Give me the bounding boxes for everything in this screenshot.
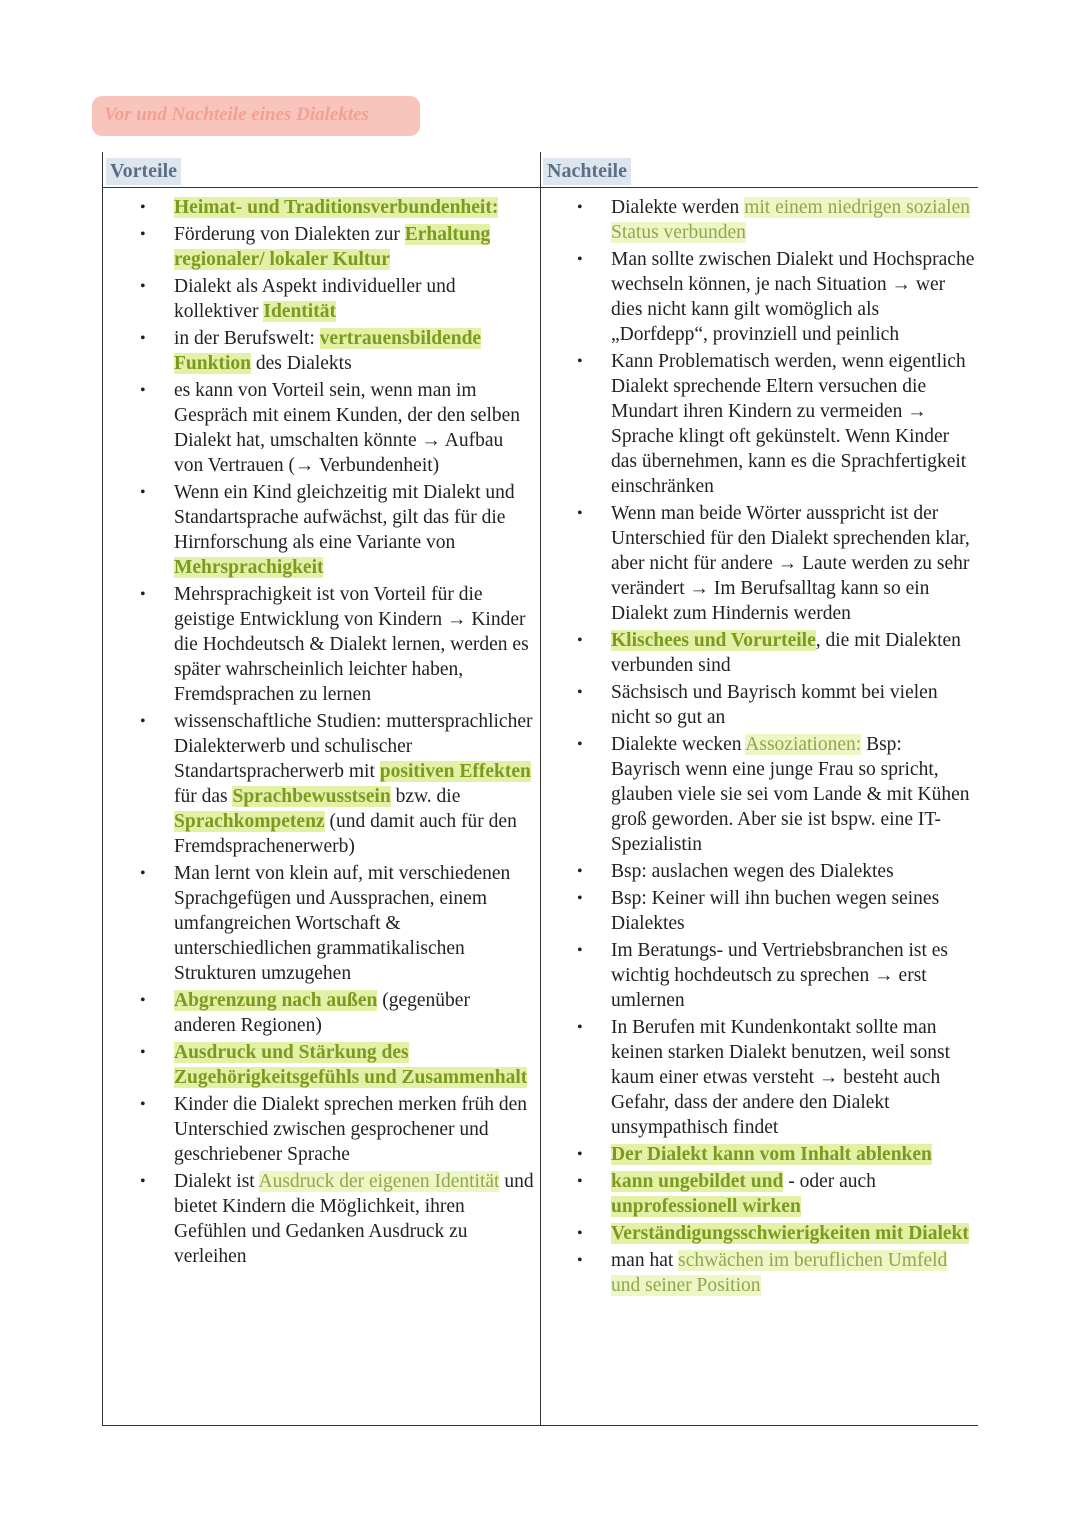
list-item: [543, 1015, 975, 1140]
column-header-vorteile: Vorteile: [106, 158, 181, 185]
item-text: Man sollte zwischen Dialekt und Hochsprache wechseln können, je nach Situation → wer dies nicht kann gilt womöglich als „Dorfdepp“, provinziell und peinlich: [611, 249, 975, 345]
item-text: Wenn man beide Wörter ausspricht ist der Unterschied für den Dialekt sprechenden klar, aber nicht für andere → Laute werden zu sehr verändert → Im Berufsalltag kann so ein Dialekt zum Hindernis werden: [611, 503, 970, 624]
item-text: Dialekte werden: [611, 197, 745, 218]
list-item: [106, 326, 534, 376]
list-item: [106, 709, 534, 859]
item-text: bzw. die: [390, 786, 461, 807]
item-text: des Dialekts: [250, 353, 352, 374]
item-text: Dialekte wecken: [611, 734, 746, 755]
item-text: Mehrsprachigkeit ist von Vorteil für die geistige Entwicklung von Kindern → Kinder die Hochdeutsch & Dialekt lernen, werden es später wahrscheinlich leichter haben, Fremdsprachen zu lernen: [174, 584, 529, 705]
list-item: [543, 501, 975, 626]
item-text: (und damit auch für den Fremdsprachenerwerb): [174, 811, 517, 857]
item-text: man hat: [611, 1250, 679, 1271]
item-text: (gegenüber anderen Regionen): [174, 990, 470, 1036]
highlighted-keyword: Ausdruck und Stärkung des Zugehörigkeitsgefühls und Zusammenhalt: [174, 1042, 528, 1088]
highlighted-keyword: unprofessionell wirken: [611, 1196, 801, 1217]
item-text: Bsp: Bayrisch wenn eine junge Frau so spricht, glauben viele sie sei vom Lande & mit Kühen groß geworden. Aber sie ist bspw. eine IT-Spezialistin: [611, 734, 970, 855]
list-item: [106, 1092, 534, 1167]
item-text: wissenschaftliche Studien: muttersprachlicher Dialekterwerb und schulischer Standartspracherwerb mit: [174, 711, 533, 782]
highlighted-keyword: Sprachbewusstsein: [232, 786, 391, 807]
list-item: [543, 1221, 975, 1246]
list-item: [543, 349, 975, 499]
highlighted-keyword: Der Dialekt kann vom Inhalt ablenken: [611, 1144, 932, 1165]
table-left-border: [102, 152, 103, 1426]
table-header-divider: [102, 187, 978, 188]
item-text: Kinder die Dialekt sprechen merken früh den Unterschied zwischen gesprochener und geschriebener Sprache: [174, 1094, 528, 1165]
highlighted-keyword: Sprachkompetenz: [174, 811, 325, 832]
highlighted-keyword: vertrauensbildende Funktion: [174, 328, 482, 374]
item-text: Dialekt ist: [174, 1171, 259, 1192]
column-header-nachteile: Nachteile: [543, 158, 631, 185]
list-item: [106, 480, 534, 580]
item-text: - oder auch: [783, 1171, 876, 1192]
list-item: [106, 988, 534, 1038]
vorteile-column: [106, 195, 534, 1271]
highlighted-phrase: schwächen im beruflichen Umfeld und seiner Position: [611, 1250, 948, 1296]
highlighted-keyword: Abgrenzung nach außen: [174, 990, 378, 1011]
highlighted-keyword: Identität: [263, 301, 336, 322]
item-text: Wenn ein Kind gleichzeitig mit Dialekt und Standartsprache aufwächst, gilt das für die Hirnforschung als eine Variante von: [174, 482, 515, 553]
list-item: [543, 247, 975, 347]
list-item: [543, 628, 975, 678]
highlighted-keyword: Heimat- und Traditionsverbundenheit:: [174, 197, 499, 218]
page-title: Vor und Nachteile eines Dialektes: [92, 96, 420, 136]
highlighted-keyword: Klischees und Vorurteile: [611, 630, 816, 651]
highlighted-keyword: kann ungebildet und: [611, 1171, 784, 1192]
item-text: Förderung von Dialekten zur: [174, 224, 405, 245]
list-item: [543, 1142, 975, 1167]
item-text: in der Berufswelt:: [174, 328, 320, 349]
list-item: [106, 582, 534, 707]
item-text: Im Beratungs- und Vertriebsbranchen ist es wichtig hochdeutsch zu sprechen → erst umlernen: [611, 940, 949, 1011]
list-item: [543, 195, 975, 245]
highlighted-phrase: mit einem niedrigen sozialen Status verbunden: [611, 197, 970, 243]
list-item: [106, 274, 534, 324]
highlighted-phrase: Ausdruck der eigenen Identität: [258, 1171, 500, 1192]
list-item: [106, 1169, 534, 1269]
table-column-divider: [540, 152, 541, 1426]
item-text: Man lernt von klein auf, mit verschiedenen Sprachgefügen und Aussprachen, einem umfangreichen Wortschaft & unterschiedlichen grammatikalischen Strukturen umzugehen: [174, 863, 511, 984]
nachteile-list: [543, 195, 975, 1298]
list-item: [543, 732, 975, 857]
list-item: [106, 861, 534, 986]
list-item: [106, 1040, 534, 1090]
item-text: Bsp: auslachen wegen des Dialektes: [611, 861, 894, 882]
item-text: Sächsisch und Bayrisch kommt bei vielen nicht so gut an: [611, 682, 938, 728]
highlighted-keyword: Verständigungsschwierigkeiten mit Dialekt: [611, 1223, 969, 1244]
vorteile-list: [106, 195, 534, 1269]
list-item: [543, 886, 975, 936]
list-item: [543, 1169, 975, 1219]
list-item: [543, 859, 975, 884]
list-item: [106, 222, 534, 272]
highlighted-keyword: Mehrsprachigkeit: [174, 557, 324, 578]
item-text: und bietet Kindern die Möglichkeit, ihren Gefühlen und Gedanken Ausdruck zu verleihen: [174, 1171, 534, 1267]
nachteile-column: [543, 195, 975, 1300]
item-text: Kann Problematisch werden, wenn eigentlich Dialekt sprechende Eltern versuchen die Mundart ihren Kindern zu vermeiden → Sprache klingt oft gekünstelt. Wenn Kinder das übernehmen, kann es die Sprachfertigkeit einschränken: [611, 351, 967, 497]
list-item: [543, 1248, 975, 1298]
list-item: [543, 680, 975, 730]
highlighted-phrase: Assoziationen:: [745, 734, 862, 755]
item-text: In Berufen mit Kundenkontakt sollte man keinen starken Dialekt benutzen, weil sonst kaum einer etwas versteht → besteht auch Gefahr, dass der andere den Dialekt unsympathisch findet: [611, 1017, 950, 1138]
item-text: es kann von Vorteil sein, wenn man im Gespräch mit einem Kunden, der den selben Dialekt hat, umschalten könnte → Aufbau von Vertrauen (→ Verbundenheit): [174, 380, 521, 476]
list-item: [543, 938, 975, 1013]
highlighted-keyword: Erhaltung regionaler/ lokaler Kultur: [174, 224, 491, 270]
list-item: [106, 195, 534, 220]
item-text: , die mit Dialekten verbunden sind: [611, 630, 961, 676]
item-text: Dialekt als Aspekt individueller und kollektiver: [174, 276, 456, 322]
list-item: [106, 378, 534, 478]
item-text: für das: [174, 786, 233, 807]
item-text: Bsp: Keiner will ihn buchen wegen seines Dialektes: [611, 888, 940, 934]
highlighted-keyword: positiven Effekten: [379, 761, 531, 782]
table-bottom-border: [102, 1425, 978, 1426]
